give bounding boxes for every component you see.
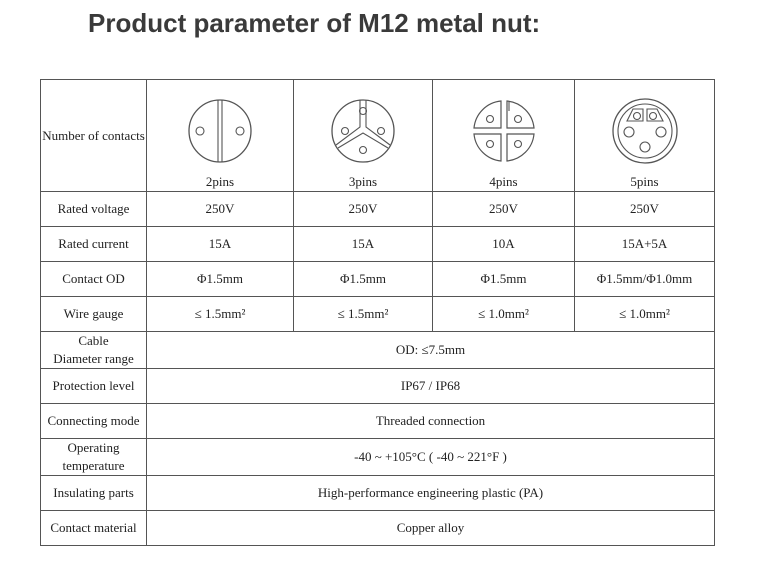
2-pin-contact-layout-icon <box>180 97 260 177</box>
row-label-cell <box>41 332 147 369</box>
connecting-mode-row <box>41 404 715 439</box>
pin-label-5: 5pins <box>630 174 659 189</box>
row-label: Wire gauge <box>41 297 147 332</box>
row-label-cell <box>41 439 147 476</box>
cell-value: 250V <box>294 192 433 227</box>
cell-value: ≤ 1.0mm² <box>433 297 575 332</box>
operating-temperature-row <box>41 439 715 476</box>
contact-od-row <box>41 262 715 297</box>
rated-current-row <box>41 227 715 262</box>
cell-value: Φ1.5mm <box>147 262 294 297</box>
pin-label-2: 2pins <box>205 174 235 189</box>
cell-value: Threaded connection <box>147 404 715 439</box>
row-label: Insulating parts <box>41 476 147 511</box>
pin-cell-5 <box>575 80 715 192</box>
cell-value: OD: ≤7.5mm <box>147 332 715 369</box>
4-pin-contact-layout-icon <box>464 97 544 177</box>
row-label: Diameter range <box>53 351 134 366</box>
cell-value: 10A <box>433 227 575 262</box>
cable-diameter-row <box>41 332 715 369</box>
row-label: Connecting mode <box>41 404 147 439</box>
wire-gauge-row <box>41 297 715 332</box>
cell-value: 15A <box>294 227 433 262</box>
insulating-parts-row <box>41 476 715 511</box>
cell-value: ≤ 1.5mm² <box>294 297 433 332</box>
cell-value: 15A+5A <box>575 227 715 262</box>
protection-level-row <box>41 369 715 404</box>
row-label: Cable <box>78 333 109 348</box>
row-label: Rated current <box>41 227 147 262</box>
page-title: Product parameter of M12 metal nut: <box>88 8 541 38</box>
cell-value: 15A <box>147 227 294 262</box>
contact-material-row <box>41 511 715 546</box>
cell-value: -40 ~ +105°C ( -40 ~ 221°F ) <box>147 439 715 476</box>
cell-value: 250V <box>433 192 575 227</box>
cell-value: Φ1.5mm <box>433 262 575 297</box>
cell-value: High-performance engineering plastic (PA) <box>147 476 715 511</box>
cell-value: 250V <box>575 192 715 227</box>
pin-label-4: 4pins <box>489 174 518 189</box>
row-label: Rated voltage <box>41 192 147 227</box>
pin-cell-4 <box>433 80 575 192</box>
pin-cell-2 <box>147 80 294 192</box>
3-pin-contact-layout-icon <box>323 97 403 177</box>
cell-value: IP67 / IP68 <box>147 369 715 404</box>
cell-value: ≤ 1.5mm² <box>147 297 294 332</box>
contacts-row <box>41 80 715 192</box>
row-label: Protection level <box>41 369 147 404</box>
cell-value: ≤ 1.0mm² <box>575 297 715 332</box>
5-pin-contact-layout-icon <box>605 97 685 177</box>
cell-value: 250V <box>147 192 294 227</box>
cell-value: Φ1.5mm/Φ1.0mm <box>575 262 715 297</box>
pin-cell-3 <box>294 80 433 192</box>
row-label: Contact material <box>41 511 147 546</box>
contacts-label-cell <box>41 80 147 192</box>
rated-voltage-row <box>41 192 715 227</box>
contacts-label: Number of contacts <box>42 127 145 143</box>
cell-value: Φ1.5mm <box>294 262 433 297</box>
row-label: Contact OD <box>41 262 147 297</box>
parameter-table <box>40 79 715 546</box>
row-label: temperature <box>62 458 125 473</box>
row-label: Operating <box>67 440 120 455</box>
cell-value: Copper alloy <box>147 511 715 546</box>
pin-label-3: 3pins <box>348 174 378 189</box>
